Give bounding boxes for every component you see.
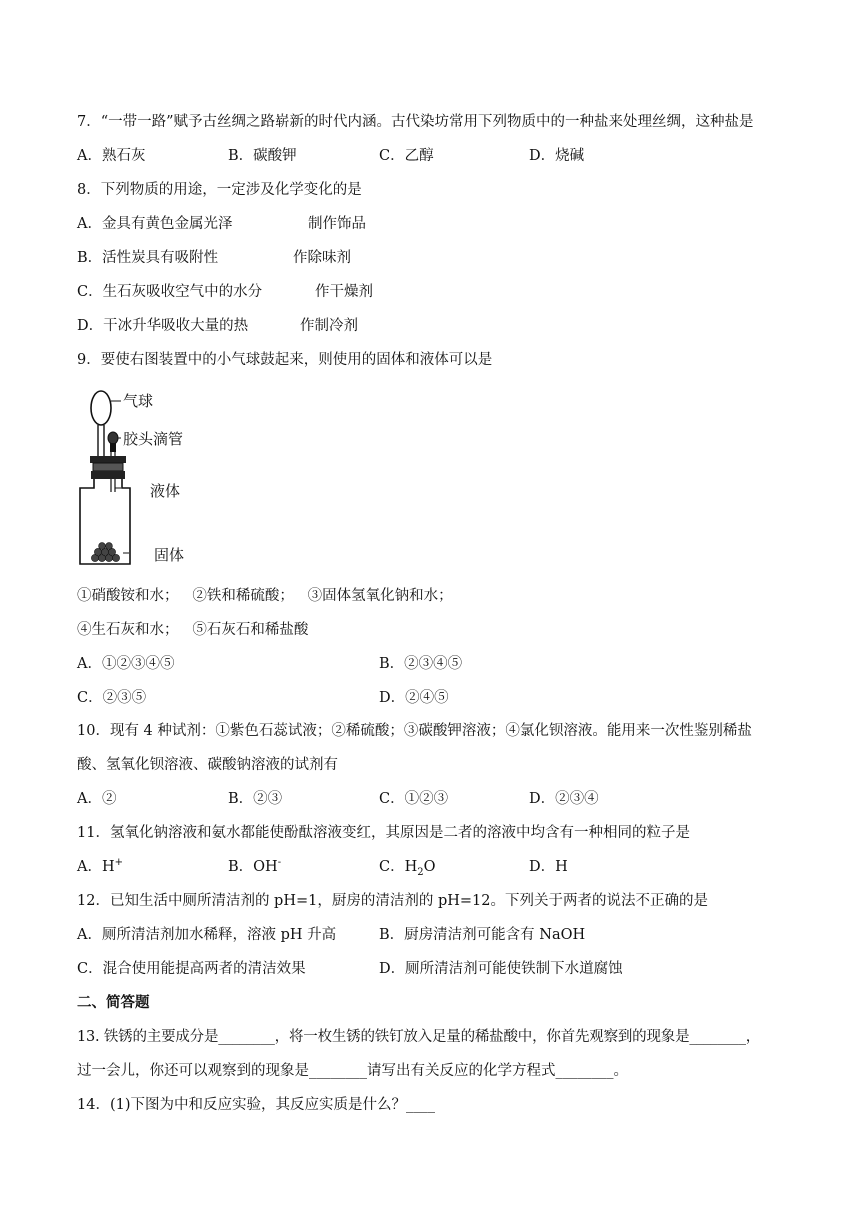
question-7-option-a: A．熟石灰	[77, 148, 146, 164]
question-10-option-d: D．②③④	[529, 791, 599, 807]
question-10-stem-line1: 10．现有 4 种试剂：①紫色石蕊试液；②稀硫酸；③碳酸钾溶液；④氯化钡溶液。能用来一次性鉴别稀盐	[77, 723, 752, 739]
question-13-line2: 过一会儿，你还可以观察到的现象是________请写出有关反应的化学方程式________。	[77, 1063, 628, 1079]
question-7-option-c: C．乙醇	[379, 148, 434, 164]
question-9-option-b: B．②③④⑤	[379, 656, 463, 672]
balloon-shape	[91, 391, 111, 425]
question-8-option-b: B．活性炭具有吸附性	[77, 250, 219, 266]
question-11-option-c: C．$H_2O$	[379, 859, 436, 878]
stopper-bottom	[91, 471, 125, 479]
question-8-option-d-use: 作制冷剂	[300, 318, 358, 334]
dropper-neck	[110, 443, 116, 452]
question-11-stem: 11．氢氧化钠溶液和氨水都能使酚酞溶液变红，其原因是二者的溶液中均含有一种相同的粒子是	[77, 825, 690, 841]
question-12-option-d: D．厕所清洁剂可能使铁制下水道腐蚀	[379, 961, 623, 977]
question-10-stem-line2: 酸、氢氧化钡溶液、碳酸钠溶液的试剂有	[77, 757, 338, 773]
question-9-option-d: D．②④⑤	[379, 690, 449, 706]
question-11-option-a: A．H+	[77, 857, 124, 875]
question-7-option-b: B．碳酸钾	[228, 148, 297, 164]
question-8-option-c: C．生石灰吸收空气中的水分	[77, 284, 263, 300]
question-9-option-a: A．①②③④⑤	[77, 656, 175, 672]
question-10-option-a: A．②	[77, 791, 117, 807]
stopper-top	[90, 456, 126, 463]
question-7-stem: 7．“一带一路”赋予古丝绸之路崭新的时代内涵。古代染坊常用下列物质中的一种盐来处理丝绸，这种盐是	[77, 114, 754, 130]
question-12-option-b: B．厨房清洁剂可能含有 NaOH	[379, 927, 586, 943]
liquid-label: 液体	[150, 482, 181, 500]
question-8-option-a: A．金具有黄色金属光泽	[77, 216, 233, 232]
question-13-line1: 13. 铁锈的主要成分是________，将一枚生锈的铁钉放入足量的稀盐酸中，你首先观察到的现象是________，	[77, 1029, 761, 1045]
question-9-choices-line2: ④生石灰和水； ⑤石灰石和稀盐酸	[77, 622, 309, 638]
balloon-label: 气球	[123, 392, 154, 410]
solid-pile	[91, 543, 119, 562]
question-11-option-d: D．H	[529, 859, 568, 875]
question-10-option-b: B．②③	[228, 791, 283, 807]
dropper-bulb	[108, 432, 118, 444]
question-8-option-d: D．干冰升华吸收大量的热	[77, 318, 249, 334]
question-8-stem: 8．下列物质的用途，一定涉及化学变化的是	[77, 182, 362, 198]
question-11-option-b: B．OH-	[228, 857, 282, 875]
question-12-stem: 12．已知生活中厕所清洁剂的 pH=1，厨房的清洁剂的 pH=12。下列关于两者的说法不正确的是	[77, 893, 708, 909]
question-8-option-a-use: 制作饰品	[308, 216, 366, 232]
question-12-option-c: C．混合使用能提高两者的清洁效果	[77, 961, 306, 977]
question-12-option-a: A．厕所清洁剂加水稀释，溶液 pH 升高	[77, 927, 337, 943]
apparatus-figure	[77, 382, 207, 572]
question-14-line1: 14．(1)下图为中和反应实验，其反应实质是什么？____	[77, 1097, 435, 1113]
question-10-option-c: C．①②③	[379, 791, 449, 807]
question-9-stem: 9．要使右图装置中的小气球鼓起来，则使用的固体和液体可以是	[77, 352, 493, 368]
question-9-option-c: C．②③⑤	[77, 690, 147, 706]
section-title: 二、简答题	[77, 995, 150, 1011]
stopper-body	[93, 463, 123, 471]
dropper-label: 胶头滴管	[123, 430, 184, 448]
question-8-option-c-use: 作干燥剂	[315, 284, 373, 300]
question-9-choices-line1: ①硝酸铵和水； ②铁和稀硫酸； ③固体氢氧化钠和水；	[77, 588, 453, 604]
question-8-option-b-use: 作除味剂	[293, 250, 351, 266]
question-7-option-d: D．烧碱	[529, 148, 585, 164]
solid-label: 固体	[154, 546, 185, 564]
